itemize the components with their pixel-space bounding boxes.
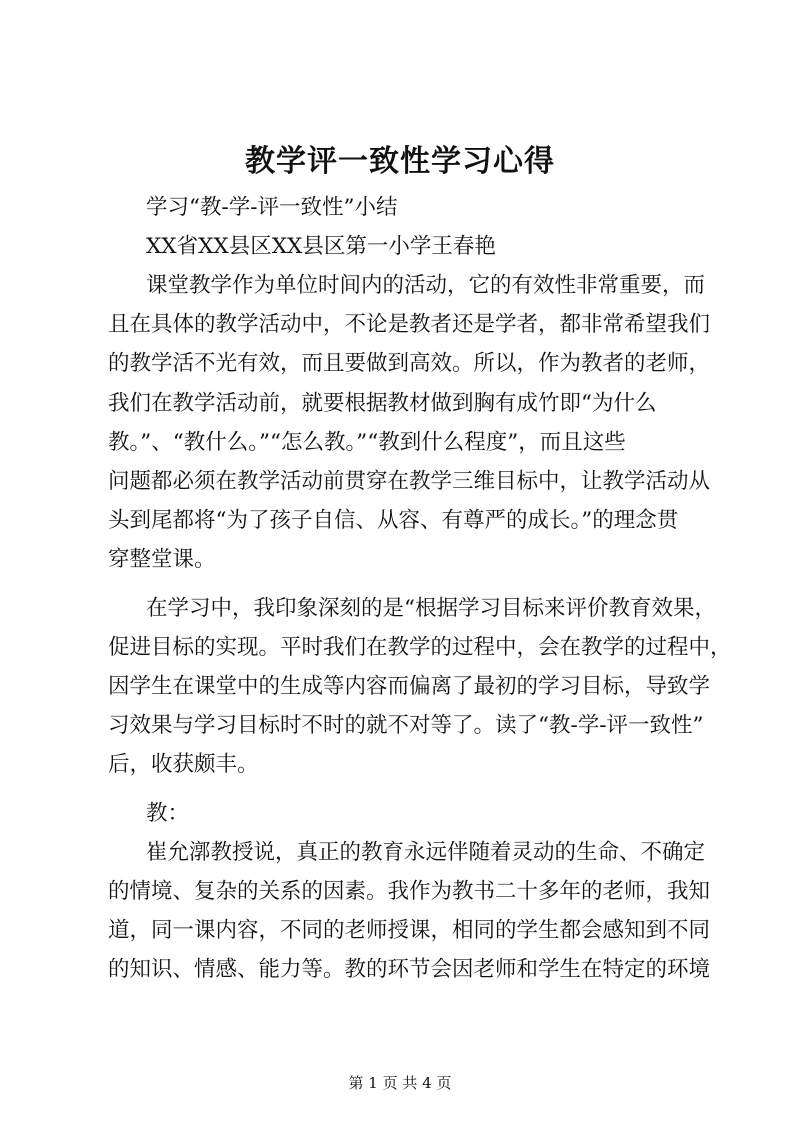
paragraph-line: 课堂教学作为单位时间内的活动，它的有效性非常重要，而 [146, 273, 706, 298]
paragraph-line: 问题都必须在教学活动前贯穿在教学三维目标中，让教学活动从 [108, 469, 711, 494]
paragraph-line: 且在具体的教学活动中，不论是教者还是学者，都非常希望我们 [108, 312, 711, 337]
paragraph-line: 穿整堂课。 [108, 547, 216, 572]
paragraph-line: 我们在教学活动前，就要根据教材做到胸有成竹即“为什么 [108, 391, 657, 416]
paragraph-line: 崔允漷教授说，真正的教育永远伴随着灵动的生命、不确定 [146, 840, 706, 865]
paragraph-line: 后，收获颇丰。 [108, 752, 259, 777]
page-footer: 第 1 页 共 4 页 [348, 1074, 452, 1092]
author-line: XX省XX县区XX县区第一小学王春艳 [146, 234, 496, 259]
paragraph-line: 教。”、“教什么。”“怎么教。”“教到什么程度”，而且这些 [108, 430, 626, 455]
document-title: 教学评一致性学习心得 [245, 144, 555, 179]
paragraph-line: 的知识、情感、能力等。教的环节会因老师和学生在特定的环境 [108, 957, 711, 982]
paragraph-line: 习效果与学习目标时不时的就不对等了。读了“教-学-评一致性” [108, 713, 704, 738]
paragraph-line: 的情境、复杂的关系的因素。我作为教书二十多年的老师，我知 [108, 879, 711, 904]
section-heading: 教： [146, 801, 190, 826]
subtitle-line: 学习“教-学-评一致性”小结 [146, 195, 398, 220]
paragraph-line: 因学生在课堂中的生成等内容而偏离了最初的学习目标，导致学 [108, 674, 711, 699]
paragraph-line: 头到尾都将“为了孩子自信、从容、有尊严的成长。”的理念贯 [108, 508, 679, 533]
paragraph-line: 的教学活不光有效，而且要做到高效。所以，作为教者的老师， [108, 351, 711, 376]
paragraph-line: 道，同一课内容，不同的老师授课，相同的学生都会感知到不同 [108, 918, 711, 943]
paragraph-line: 促进目标的实现。平时我们在教学的过程中，会在教学的过程中， [108, 635, 732, 660]
paragraph-line: 在学习中，我印象深刻的是“根据学习目标来评价教育效果， [146, 596, 716, 621]
